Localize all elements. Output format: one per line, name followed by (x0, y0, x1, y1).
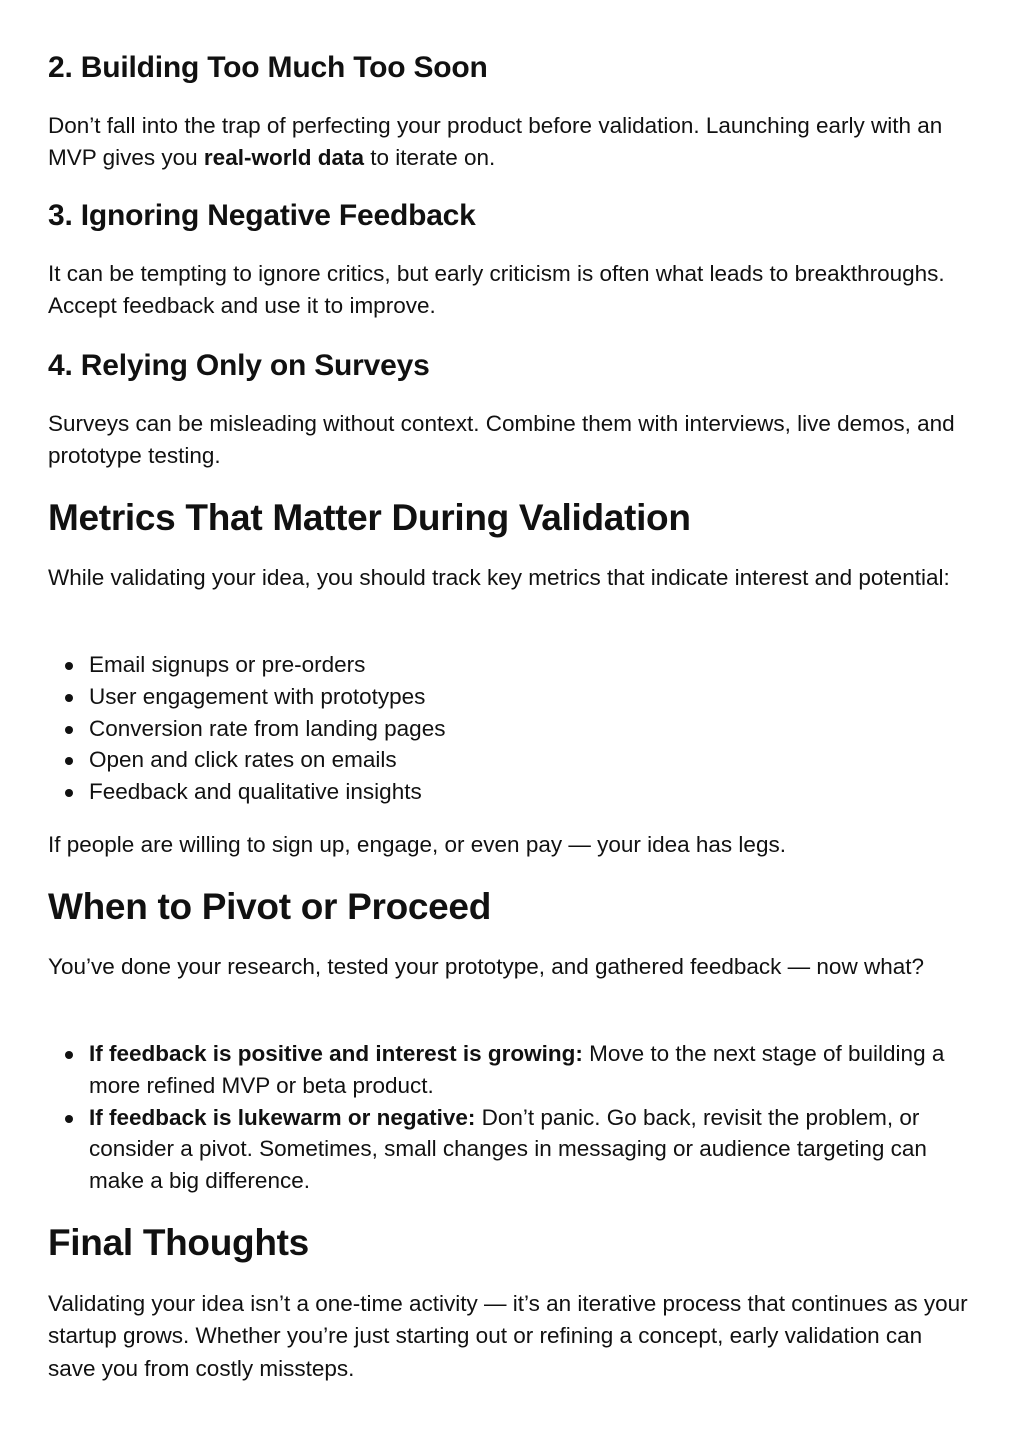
heading-relying-surveys: 4. Relying Only on Surveys (48, 349, 430, 382)
metrics-list (48, 649, 968, 808)
heading-final-thoughts: Final Thoughts (48, 1222, 309, 1263)
list-item (48, 1038, 968, 1102)
paragraph-text: to iterate on. (363, 145, 496, 171)
paragraph-building-too-much (48, 110, 968, 175)
heading-building-too-much: 2. Building Too Much Too Soon (48, 51, 488, 84)
bullet-icon (65, 1115, 73, 1123)
bold-phrase: real-world data (203, 145, 364, 171)
list-item-text: Feedback and qualitative insights (89, 779, 422, 805)
paragraph-ignoring-feedback: It can be tempting to ignore critics, but early criticism is often what leads to breakthroughs. Accept feedback and use it to improve. (48, 261, 945, 319)
list-item-text: Don’t panic. Go back, revisit the problem, or consider a pivot. Sometimes, small changes in messaging or audience targeting can make a big difference. (89, 1104, 927, 1194)
heading-ignoring-feedback: 3. Ignoring Negative Feedback (48, 199, 476, 232)
paragraph-final-thoughts: Validating your idea isn’t a one-time activity — it’s an iterative process that continues as your startup grows. Whether you’re just starting out or refining a concept, early validation can save you from costly missteps. (48, 1291, 968, 1381)
paragraph-text: Don’t fall into the trap of perfecting your product before validation. Launching early with an MVP gives you (48, 113, 943, 171)
bullet-icon (65, 662, 73, 670)
bullet-icon (65, 726, 73, 734)
bullet-icon (65, 757, 73, 765)
heading-pivot: When to Pivot or Proceed (48, 886, 492, 927)
list-item-lead: If feedback is lukewarm or negative: (89, 1104, 476, 1130)
list-item-text: Conversion rate from landing pages (89, 715, 446, 741)
list-item (48, 681, 968, 713)
list-item-text: User engagement with prototypes (89, 683, 426, 709)
pivot-list (48, 1038, 968, 1197)
list-item (48, 1102, 968, 1197)
bullet-icon (65, 1051, 73, 1059)
paragraph-relying-surveys: Surveys can be misleading without context. Combine them with interviews, live demos, and prototype testing. (48, 411, 955, 469)
list-item-text: Email signups or pre-orders (89, 652, 366, 677)
list-item-text: Move to the next stage of building a more refined MVP or beta product. (89, 1041, 945, 1098)
bullet-icon (65, 789, 73, 797)
bullet-icon (65, 694, 73, 702)
list-item-text: Open and click rates on emails (89, 747, 397, 773)
list-item (48, 776, 968, 808)
paragraph-pivot-intro: You’ve done your research, tested your prototype, and gathered feedback — now what? (48, 954, 924, 979)
paragraph-metrics-outro: If people are willing to sign up, engage, or even pay — your idea has legs. (48, 832, 786, 857)
paragraph-metrics-intro: While validating your idea, you should track key metrics that indicate interest and potential: (48, 565, 950, 590)
list-item (48, 649, 968, 681)
list-item (48, 713, 968, 745)
heading-metrics: Metrics That Matter During Validation (48, 497, 691, 538)
list-item-lead: If feedback is positive and interest is growing: (89, 1041, 583, 1066)
list-item (48, 744, 968, 776)
